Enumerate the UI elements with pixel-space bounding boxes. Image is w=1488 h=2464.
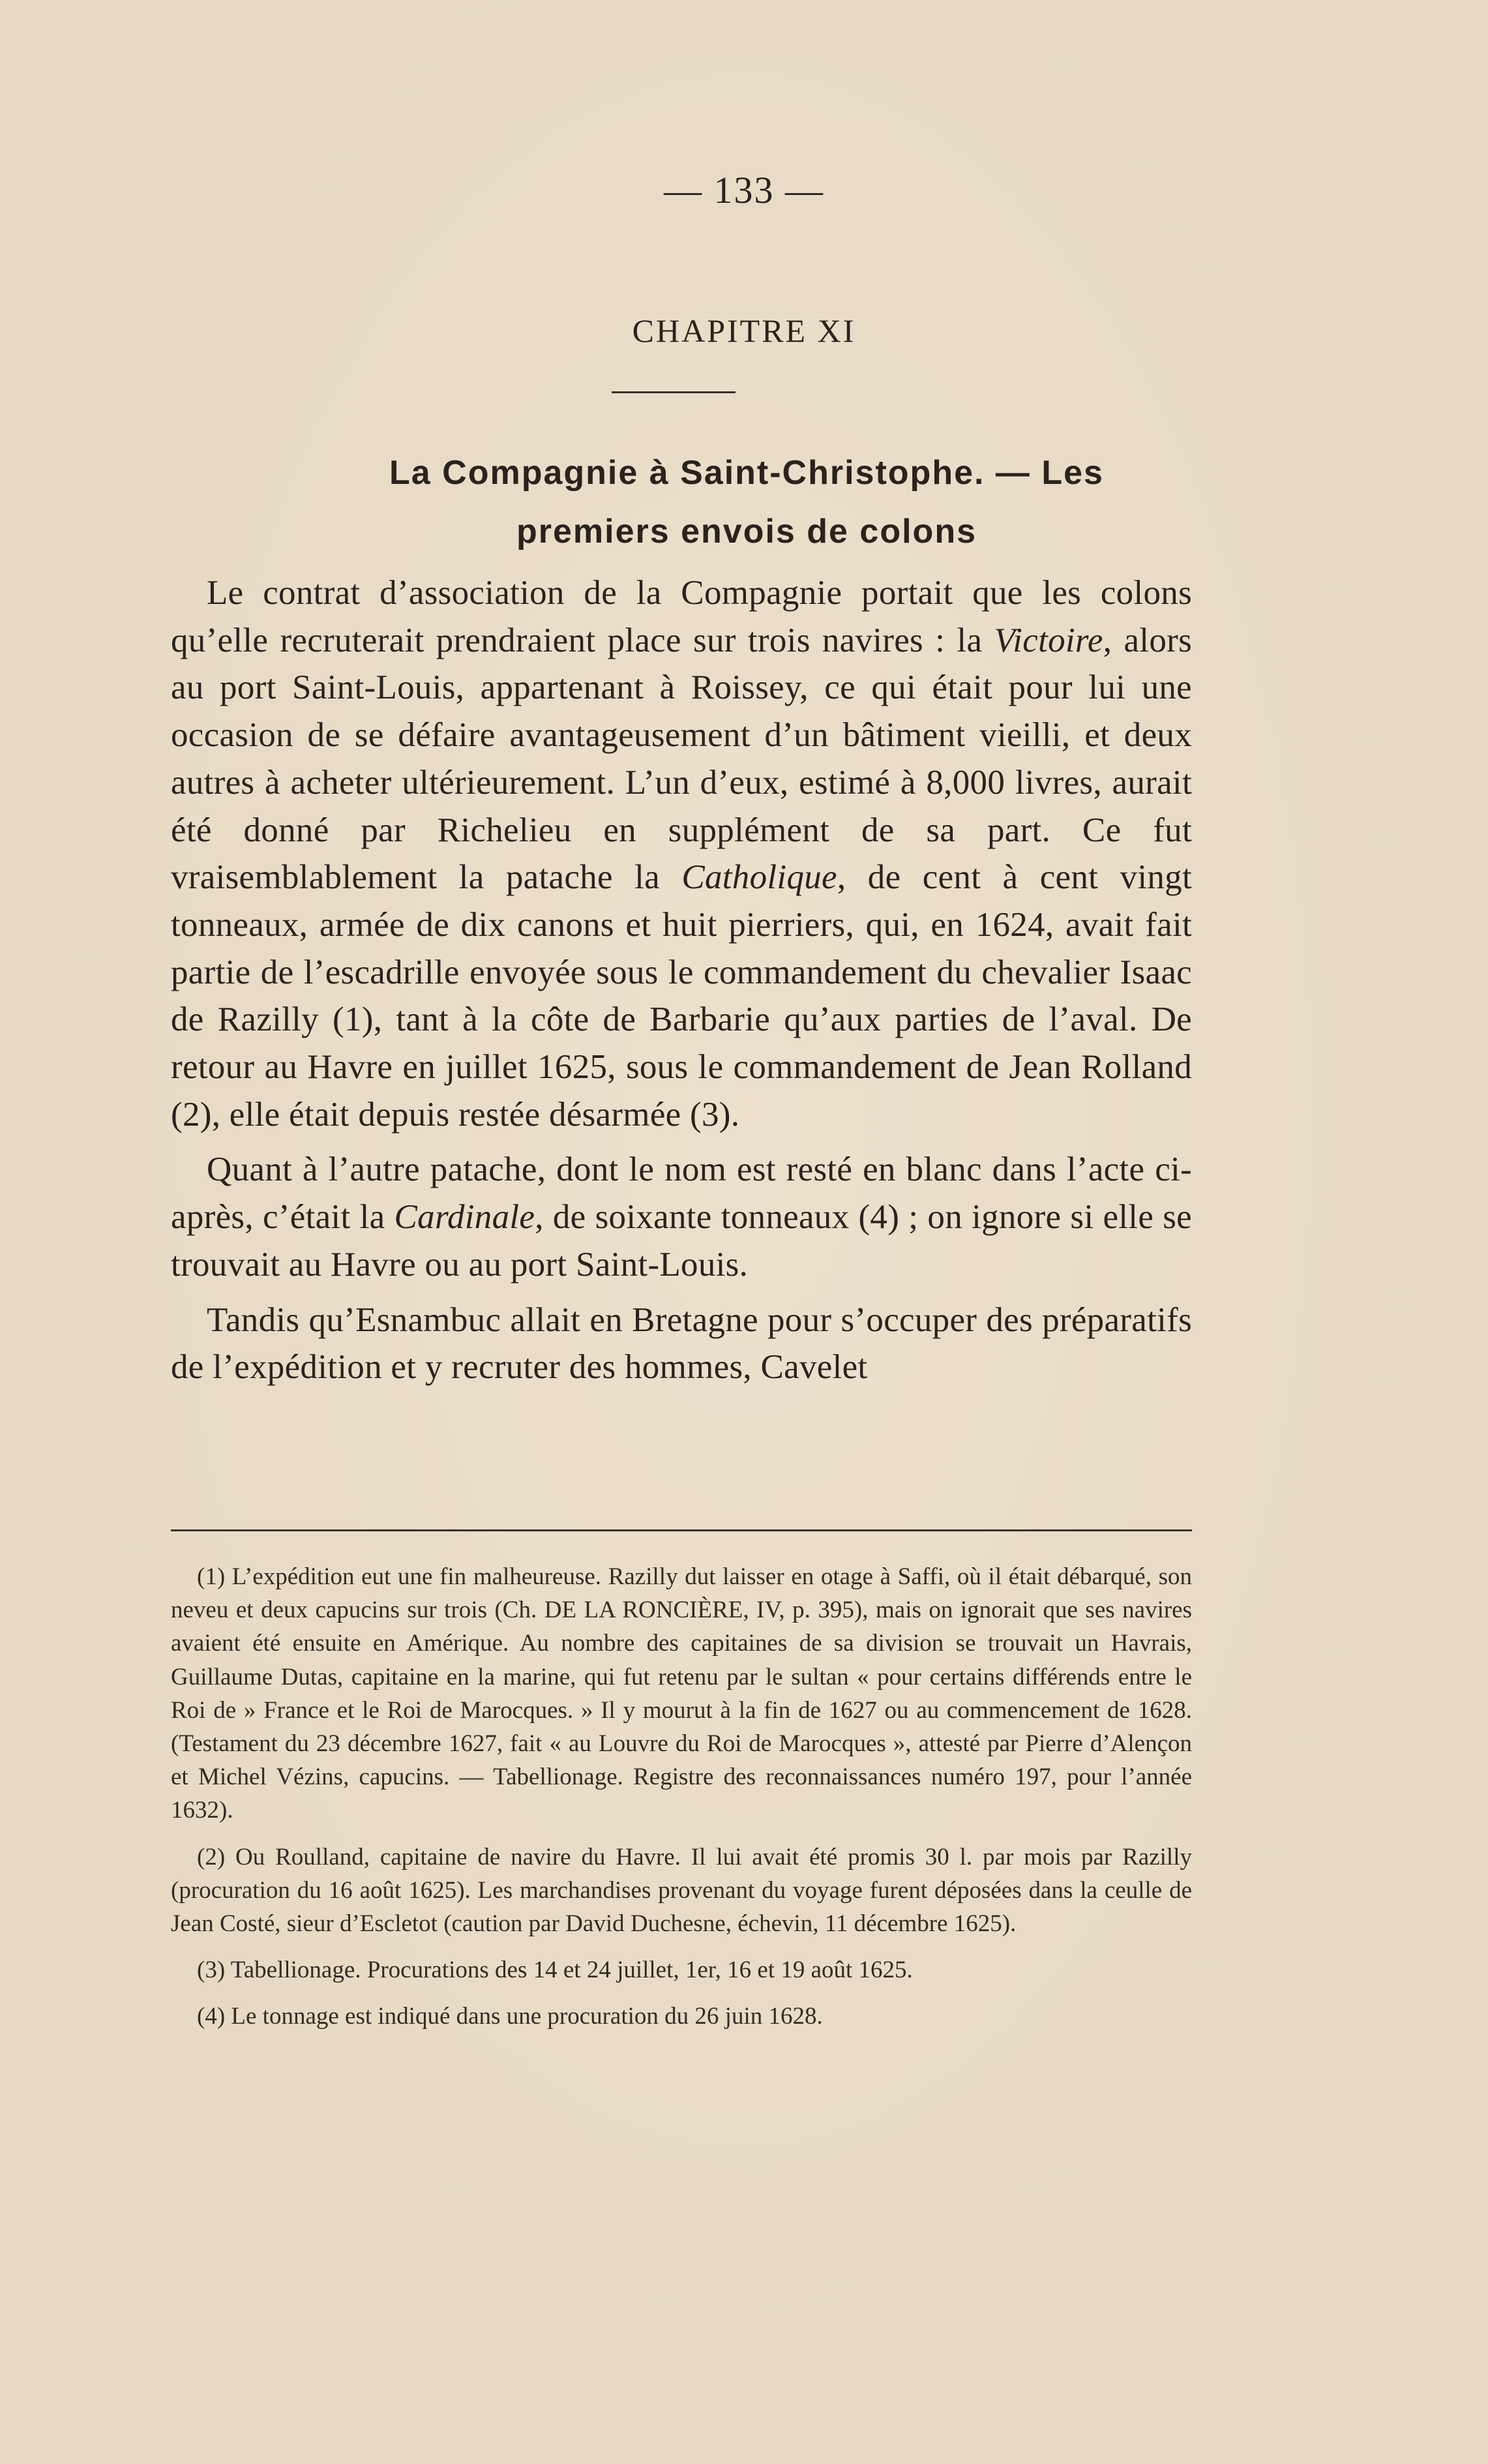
chapter-heading: [170, 443, 1324, 561]
footnote-2: (2) Ou Roulland, capitaine de navire du Havre. Il lui avait été promis 30 l. par mois par Razilly (procuration du 16 août 1625). Les marchandises provenant du voyage furent déposées dans la ceulle de Jean Costé, sieur d’Escletot (caution par David Duchesne, échevin, 11 décembre 1625).: [171, 1843, 1192, 1938]
footnotes: [171, 1560, 1192, 2047]
heading-line-1: La Compagnie à Saint-Christophe. — Les: [389, 454, 1104, 492]
ship-name-victoire: Victoire: [994, 621, 1103, 659]
footnote-3: (3) Tabellionage. Procurations des 14 et 24 juillet, 1er, 16 et 19 août 1625.: [197, 1957, 913, 1984]
paragraph-2-part-a: Quant à l’autre patache, dont le nom est resté en blanc dans l’acte ci-après, c’était la: [171, 1150, 1192, 1237]
ship-name-cardinale: Cardinale: [394, 1198, 535, 1237]
footnote-4: (4) Le tonnage est indiqué dans une procuration du 26 juin 1628.: [197, 2003, 823, 2030]
paragraph-2: [171, 1146, 1192, 1288]
paragraph-3: Tandis qu’Esnambuc allait en Bretagne pour s’occuper des préparatifs de l’expédition et y recruter des hommes, Cavelet: [171, 1300, 1192, 1387]
ship-name-catholique: Catholique: [681, 858, 837, 897]
paragraph-1-part-c: , alors au port Saint-Louis, appartenant à Roissey, ce qui était pour lui une occasion de se défaire avantageusement d’un bâtiment vieilli, et deux autres à acheter ultérieurement. L’un d’eux, estimé à 8,000 livres, aurait été donné par Richelieu en supplément de sa part. Ce fut vraisemblablement la patache la: [171, 621, 1193, 897]
main-text: [171, 569, 1192, 1399]
paragraph-1-part-a: Le contrat d’association de la Compagnie portait que les colons qu’elle recruterait prendraient place sur trois navires : la: [171, 574, 1192, 659]
chapter-title: CHAPITRE XI: [632, 312, 856, 349]
footnote-1: (1) L’expédition eut une fin malheureuse. Razilly dut laisser en otage à Saffi, où il était débarqué, son neveu et deux capucins sur trois (Ch. DE LA RONCIÈRE, IV, p. 395), mais on ignorait que ses navires avaient été ensuite en Amérique. Au nombre des capitaines de sa division se trouvait un Havrais, Guillaume Dutas, capitaine en la marine, qui fut retenu par le sultan « pour certains différends entre le Roi de » France et le Roi de Marocques. » Il y mourut à la fin de 1627 ou au commencement de 1628. (Testament du 23 décembre 1627, fait « au Louvre du Roi de Marocques », attesté par Pierre d’Alençon et Michel Vézins, capucins. — Tabellionage. Registre des reconnaissances numéro 197, pour l’année 1632).: [171, 1563, 1192, 1824]
footnote-divider: [171, 1529, 1192, 1531]
paragraph-2-part-c: , de soixante tonneaux (4) ; on ignore si elle se trouvait au Havre ou au port Saint-Louis.: [171, 1198, 1193, 1284]
heading-line-2: premiers envois de colons: [516, 513, 977, 550]
paragraph-1-part-e: , de cent à cent vingt tonneaux, armée de dix canons et huit pierriers, qui, en 1624, avait fait partie de l’escadrille envoyée sous le commandement du chevalier Isaac de Razilly (1), tant à la côte de Barbarie qu’aux parties de l’aval. De retour au Havre en juillet 1625, sous le commandement de Jean Rolland (2), elle était depuis restée désarmée (3).: [171, 858, 1192, 1134]
chapter-divider: [612, 391, 736, 393]
paragraph-1: [171, 569, 1192, 1138]
page-number: — 133 —: [664, 169, 824, 211]
